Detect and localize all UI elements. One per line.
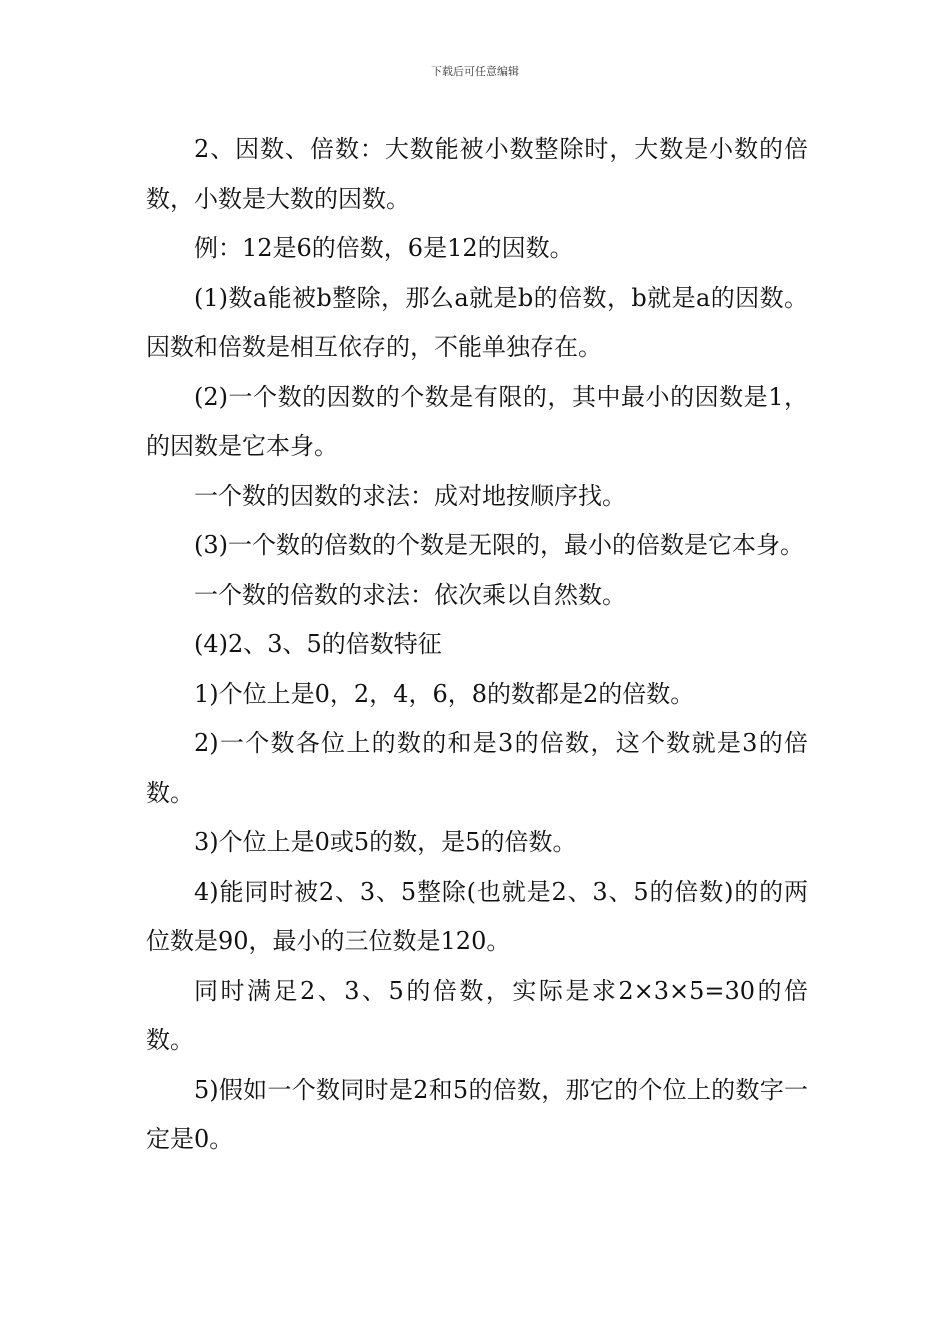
document-body <box>146 125 808 1165</box>
paragraph-rule-4: 4)能同时被2、3、5整除(也就是2、3、5的倍数)的的两位数是90，最小的三位数是120。 <box>146 877 808 955</box>
paragraph-rule-1: 1)个位上是0，2，4，6，8的数都是2的倍数。 <box>194 679 695 708</box>
paragraph-multiple-method: 一个数的倍数的求法：依次乘以自然数。 <box>194 580 626 609</box>
paragraph-item-1: (1)数a能被b整除，那么a就是b的倍数，b就是a的因数。因数和倍数是相互依存的，不能单独存在。 <box>146 283 808 361</box>
paragraph-rule-3: 3)个位上是0或5的数，是5的倍数。 <box>194 828 577 856</box>
paragraph-item-3: (3)一个数的倍数的个数是无限的，最小的倍数是它本身。 <box>194 531 804 559</box>
paragraph-item-2: (2)一个数的因数的个数是有限的，其中最小的因数是1，的因数是它本身。 <box>146 382 808 460</box>
paragraph-rule-5: 5)假如一个数同时是2和5的倍数，那它的个位上的数字一定是0。 <box>146 1075 808 1153</box>
paragraph-factor-method: 一个数的因数的求法：成对地按顺序找。 <box>194 481 626 510</box>
paragraph-item-4-heading: (4)2、3、5的倍数特征 <box>194 630 442 658</box>
paragraph-rule-2: 2)一个数各位上的数的和是3的倍数，这个数就是3的倍数。 <box>146 729 808 807</box>
paragraph-example: 例：12是6的倍数，6是12的因数。 <box>194 234 574 262</box>
page-header: 下载后可任意编辑 <box>431 65 519 78</box>
paragraph-combined-rule: 同时满足2、3、5的倍数，实际是求2×3×5=30的倍数。 <box>146 976 808 1054</box>
paragraph-factors-multiples-definition: 2、因数、倍数：大数能被小数整除时，大数是小数的倍数，小数是大数的因数。 <box>146 135 808 213</box>
